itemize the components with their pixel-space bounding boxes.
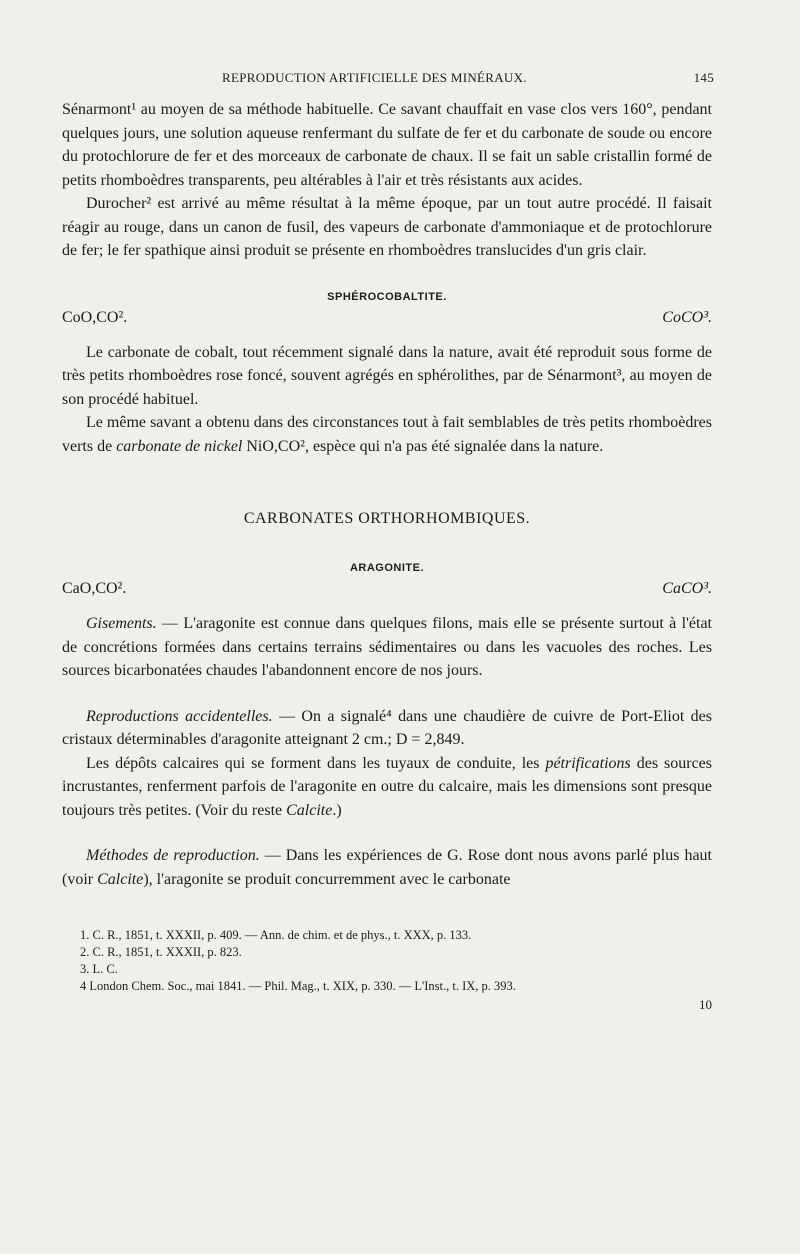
formula-left: CoO,CO².: [62, 308, 128, 326]
footnote: 4 London Chem. Soc., mai 1841. — Phil. Mag., t. XIX, p. 330. — L'Inst., t. IX, p. 393.: [80, 979, 516, 993]
section-heading: CARBONATES ORTHORHOMBIQUES.: [243, 510, 531, 527]
formula-row-spherocobaltite: [62, 307, 712, 329]
heading-aragonite: ARAGONITE.: [349, 562, 425, 574]
paragraph-nickel: Le même savant a obtenu dans des circonstances tout à fait semblables de très petits rhomboèdres verts de carbonate de nickel NiO,CO², espèce qui n'a pas été signalée dans la nature.: [62, 414, 712, 455]
page: [62, 70, 712, 1013]
footnote: 1. C. R., 1851, t. XXXII, p. 409. — Ann. de chim. et de phys., t. XXX, p. 133.: [80, 928, 472, 942]
running-header: [222, 70, 712, 86]
heading-spherocobaltite: SPHÉROCOBALTITE.: [327, 290, 447, 303]
formula-right: CaCO³.: [662, 580, 712, 597]
formula-row-aragonite: [62, 578, 712, 600]
footnote: 3. L. C.: [80, 962, 118, 976]
footnotes: [62, 927, 712, 995]
formula-left: CaO,CO².: [62, 580, 127, 597]
paragraph-depots: Les dépôts calcaires qui se forment dans les tuyaux de conduite, les pétrifications des sources incrustantes, renferment parfois de l'aragonite en outre du calcaire, mais les dimensions sont presque toujours très petites. (Voir du reste Calcite.): [62, 754, 713, 819]
formula-right: CoCO³.: [662, 308, 712, 326]
header-title: REPRODUCTION ARTIFICIELLE DES MINÉRAUX.: [222, 70, 527, 85]
paragraph-reproductions: Reproductions accidentelles. — On a signalé⁴ dans une chaudière de cuivre de Port-Eliot des cristaux déterminables d'aragonite atteignant 2 cm.; D = 2,849.: [62, 707, 712, 748]
paragraph-durocher: Durocher² est arrivé au même résultat à la même époque, par un tout autre procédé. Il faisait réagir au rouge, dans un canon de fusil, des vapeurs de carbonate d'ammoniaque et de protochlorure de fer; le fer spathique ainsi produit se présente en rhomboèdres translucides d'un gris clair.: [62, 195, 712, 259]
paragraph-methodes: Méthodes de reproduction. — Dans les expériences de G. Rose dont nous avons parlé plus haut (voir Calcite), l'aragonite se produit concurremment avec le carbonate: [62, 847, 713, 888]
paragraph-cobalt: Le carbonate de cobalt, tout récemment signalé dans la nature, avait été reproduit sous forme de très petits rhomboèdres rose foncé, souvent agrégés en sphérolithes, par de Sénarmont³, au moyen de son procédé habituel.: [62, 343, 712, 408]
footnote: 2. C. R., 1851, t. XXXII, p. 823.: [80, 945, 242, 959]
signature-mark: 10: [699, 997, 712, 1012]
paragraph-senarmont: Sénarmont¹ au moyen de sa méthode habituelle. Ce savant chauffait en vase clos vers 160°, pendant quelques jours, une solution aqueuse renfermant du sulfate de fer et du carbonate de soude ou encore du protochlorure de fer et des morceaux de carbonate de chaux. Il se fait un sable cristallin formé de petits rhomboèdres transparents, peu altérables à l'air et très résistants aux acides.: [62, 101, 712, 189]
page-number: 145: [693, 70, 714, 85]
paragraph-gisements: Gisements. — L'aragonite est connue dans quelques filons, mais elle se présente surtout à l'état de concrétions formées dans certains terrains sédimentaires ou dans les vacuoles des roches. Les sources bicarbonatées chaudes l'abandonnent encore de nos jours.: [62, 615, 712, 679]
